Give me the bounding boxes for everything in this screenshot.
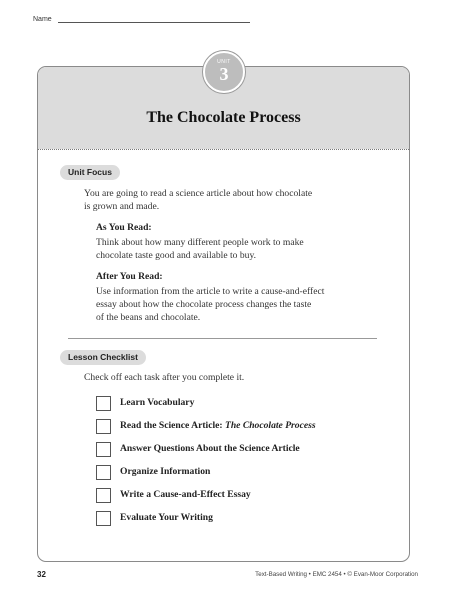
after-you-read-text (96, 285, 324, 324)
as-you-read-line-1: Think about how many different people work to make (96, 237, 304, 248)
footer-credit: Text-Based Writing • EMC 2454 • © Evan-Moor Corporation (255, 571, 418, 578)
intro-line-1: You are going to read a science article about how chocolate (84, 188, 313, 199)
dotted-divider (38, 149, 409, 150)
task-label-prefix: Read the Science Article: (120, 420, 225, 431)
after-you-read-line-3: of the beans and chocolate. (96, 312, 201, 323)
checklist-instruction: Check off each task after you complete it. (84, 372, 245, 383)
task-checkbox[interactable] (96, 488, 111, 503)
task-label: Answer Questions About the Science Article (120, 443, 300, 454)
after-you-read-heading: After You Read: (96, 271, 163, 282)
unit-number: 3 (219, 64, 229, 84)
task-label: Write a Cause-and-Effect Essay (120, 489, 251, 500)
unit-focus-heading: Unit Focus (60, 165, 120, 180)
task-label (120, 420, 316, 431)
intro-line-2: is grown and made. (84, 201, 160, 212)
unit-label: UNIT (217, 59, 231, 65)
name-write-line[interactable] (58, 22, 250, 23)
task-checkbox[interactable] (96, 442, 111, 457)
task-checkbox[interactable] (96, 396, 111, 411)
page-number: 32 (37, 570, 46, 579)
lesson-checklist-heading: Lesson Checklist (60, 350, 146, 365)
task-checkbox[interactable] (96, 419, 111, 434)
after-you-read-line-1: Use information from the article to write a cause-and-effect (96, 286, 325, 297)
lesson-panel (37, 66, 410, 562)
page-title: The Chocolate Process (146, 109, 301, 126)
name-label: Name (33, 16, 52, 23)
task-label: Evaluate Your Writing (120, 512, 213, 523)
as-you-read-line-2: chocolate taste good and available to buy. (96, 250, 257, 261)
task-checkbox[interactable] (96, 465, 111, 480)
task-label: Learn Vocabulary (120, 397, 195, 408)
after-you-read-line-2: essay about how the chocolate process changes the taste (96, 299, 312, 310)
task-label: Organize Information (120, 466, 211, 477)
unit-badge (203, 51, 245, 93)
as-you-read-heading: As You Read: (96, 222, 152, 233)
task-checkbox[interactable] (96, 511, 111, 526)
as-you-read-text (96, 236, 304, 262)
article-title: The Chocolate Process (224, 420, 316, 431)
section-divider (68, 338, 377, 339)
unit-focus-intro (84, 187, 312, 213)
